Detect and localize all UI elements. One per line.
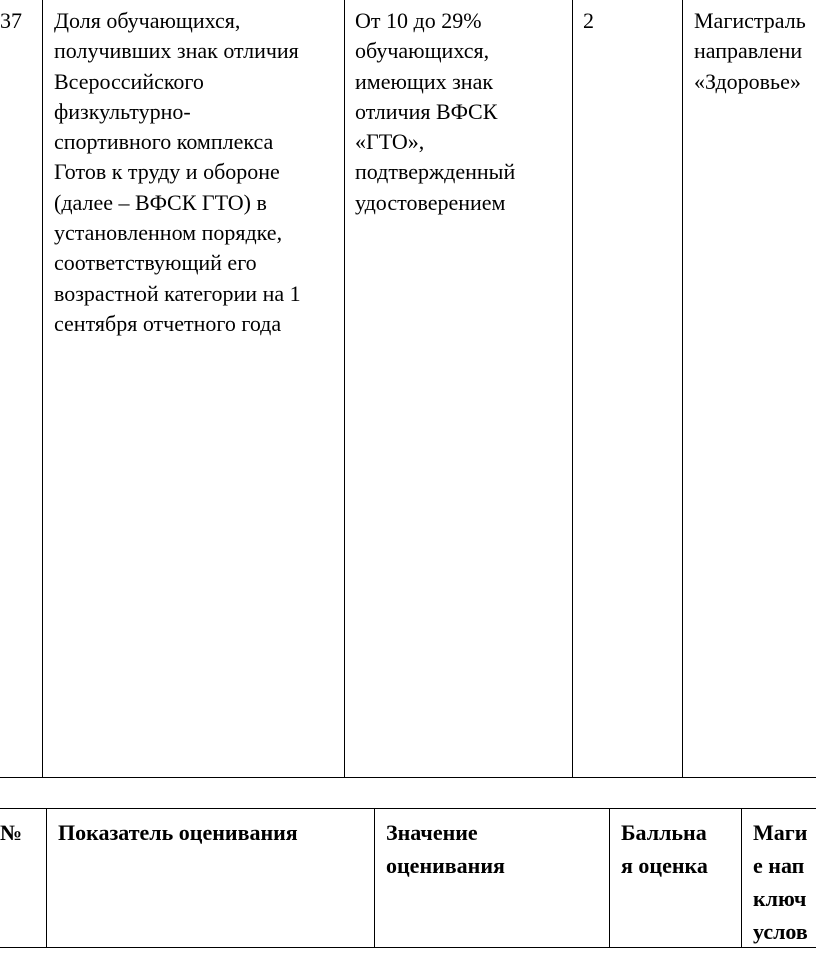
header-score-cell: Балльна я оценка (621, 820, 708, 878)
row-column-divider (344, 0, 345, 778)
row-column-divider (682, 0, 683, 778)
header-top-border (0, 808, 816, 809)
row-column-divider (572, 0, 573, 778)
row-score-cell: 2 (583, 8, 594, 33)
row-number-cell: 37 (0, 8, 22, 33)
row-bottom-border (0, 777, 816, 778)
row-value-cell: От 10 до 29% обучающихся, имеющих знак отличия ВФСК «ГТО», подтвержденный удостоверением (355, 8, 516, 215)
header-number-cell: № (0, 820, 23, 845)
row-column-divider (42, 0, 43, 778)
header-bottom-border (0, 947, 816, 948)
table-header (0, 808, 816, 948)
row-direction-cell: Магистраль направлени «Здоровье» (694, 8, 806, 94)
header-column-divider (741, 808, 742, 948)
header-direction-cell: Маги е нап ключ услов (753, 820, 808, 944)
header-column-divider (609, 808, 610, 948)
header-column-divider (46, 808, 47, 948)
header-column-divider (374, 808, 375, 948)
header-value-cell: Значение оценивания (386, 820, 505, 878)
header-indicator-cell: Показатель оценивания (58, 820, 298, 845)
row-indicator-cell: Доля обучающихся, получивших знак отличия Всероссийского физкультурно- спортивного комплекса Готов к труду и обороне (далее – ВФСК ГТО) в установленном порядке, соответствующий его возрастной категории на 1 сентября отчетного года (54, 8, 301, 336)
